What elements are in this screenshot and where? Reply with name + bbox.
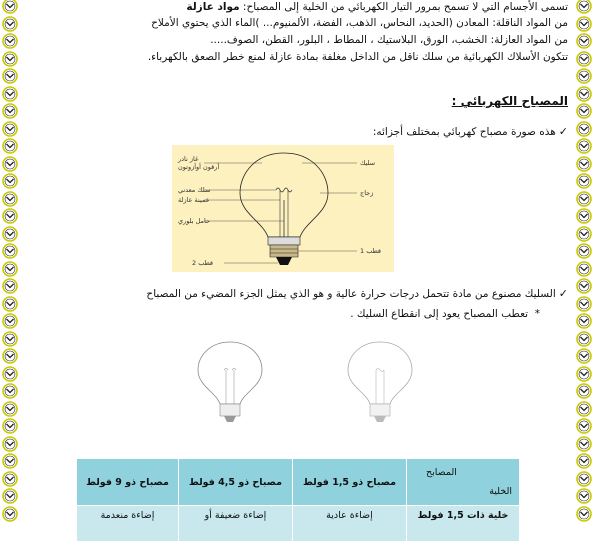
border-ornament: [2, 348, 18, 364]
table-cell: خلية ذات 1,5 فولط: [407, 506, 520, 542]
right-decorative-border: [574, 0, 596, 525]
border-ornament: [2, 278, 18, 294]
section-heading: المصباح الكهربائي :: [451, 94, 568, 108]
border-ornament: [576, 86, 592, 102]
filament-line: [28, 287, 568, 301]
label-filament: سليك: [360, 159, 376, 167]
border-ornament: [2, 436, 18, 452]
border-ornament: [576, 313, 592, 329]
border-ornament: [2, 366, 18, 382]
wires-line: تتكون الأسلاك الكهربائية من سلك ناقل من الداخل مغلفة بمادة عازلة لمنع خطر الصعق بالكهرباء.: [147, 51, 568, 63]
border-ornament: [576, 471, 592, 487]
border-ornament: [576, 348, 592, 364]
border-ornament: [576, 488, 592, 504]
border-ornament: [2, 313, 18, 329]
border-ornament: [2, 506, 18, 522]
check-icon: ✓: [558, 287, 568, 300]
border-ornament: [2, 173, 18, 189]
border-ornament: [576, 33, 592, 49]
filament-text: السليك مصنوع من مادة تتحمل درجات حرارة عالية و هو الذي يمثل الجزء المضيء من المصباح: [146, 288, 556, 300]
border-ornament: [576, 208, 592, 224]
border-ornament: [2, 51, 18, 67]
border-ornament: [2, 68, 18, 84]
border-ornament: [576, 173, 592, 189]
left-decorative-border: [0, 0, 22, 525]
label-pole-1: قطب 1: [360, 247, 382, 255]
table-cell: إضاءة منعدمة: [77, 506, 179, 542]
border-ornament: [576, 296, 592, 312]
intro-line: [28, 125, 568, 139]
border-ornament: [2, 261, 18, 277]
table-header-row: [77, 459, 520, 506]
table-cell: إضاءة ضعيفة أو: [178, 506, 292, 542]
insulator-term: مواد عازلة: [186, 1, 240, 13]
border-ornament: [2, 418, 18, 434]
label-glass-holder: حامل بلوري: [178, 217, 211, 225]
insulator-definition: [28, 0, 568, 14]
border-ornament: [576, 453, 592, 469]
border-ornament: [576, 401, 592, 417]
insulators-line: من المواد العازلة: الخشب، الورق، البلاستيك ، المطاط ، البلور، القطن، الصوف.....: [210, 34, 568, 46]
conductors-line: من المواد الناقلة: المعادن (الحديد، النحاس، الذهب، الفضة، الألمنيوم... )الماء الذي يحتوي الأملاح: [151, 17, 568, 29]
table-cell: إضاءة عادية: [292, 506, 406, 542]
border-ornament: [2, 156, 18, 172]
border-ornament: [2, 33, 18, 49]
border-ornament: [2, 331, 18, 347]
border-ornament: [2, 86, 18, 102]
border-ornament: [576, 121, 592, 137]
broken-bulb-image: [180, 336, 280, 428]
bulb-voltage-table: [76, 458, 520, 542]
border-ornament: [576, 16, 592, 32]
border-ornament: [576, 191, 592, 207]
border-ornament: [576, 243, 592, 259]
border-ornament: [576, 226, 592, 242]
border-ornament: [2, 296, 18, 312]
border-ornament: [2, 243, 18, 259]
bulb-diagram: [172, 145, 394, 272]
border-ornament: [2, 226, 18, 242]
table-corner-cell: [407, 459, 520, 506]
label-gas: غاز نادر: [178, 155, 199, 163]
border-ornament: [2, 208, 18, 224]
border-ornament: [2, 103, 18, 119]
border-ornament: [576, 436, 592, 452]
border-ornament: [576, 68, 592, 84]
border-ornament: [576, 138, 592, 154]
border-ornament: [576, 0, 592, 14]
star-bullet: *: [534, 308, 540, 320]
label-gas-type: أرقون أوأزوتون: [178, 163, 220, 171]
border-ornament: [576, 383, 592, 399]
label-glass: زجاج: [360, 189, 374, 197]
border-ornament: [576, 156, 592, 172]
border-ornament: [2, 121, 18, 137]
table-header-cell: مصباح ذو 9 فولط: [77, 459, 179, 506]
border-ornament: [2, 138, 18, 154]
corner-top-label: المصابح: [426, 467, 457, 478]
border-ornament: [576, 331, 592, 347]
border-ornament: [576, 103, 592, 119]
border-ornament: [576, 278, 592, 294]
border-ornament: [576, 506, 592, 522]
broken-text: تعطب المصباح يعود إلى انقطاع السليك .: [350, 308, 529, 320]
border-ornament: [576, 418, 592, 434]
border-ornament: [2, 16, 18, 32]
intro-text: هذه صورة مصباح كهربائي بمختلف أجزائه:: [372, 126, 556, 138]
border-ornament: [2, 0, 18, 14]
broken-line: [28, 307, 540, 321]
border-ornament: [576, 261, 592, 277]
label-support: عمينة عازلة: [178, 196, 210, 204]
border-ornament: [2, 453, 18, 469]
border-ornament: [2, 383, 18, 399]
border-ornament: [2, 401, 18, 417]
check-icon: ✓: [558, 125, 568, 138]
label-pole-2: قطب 2: [192, 259, 214, 267]
intact-bulb-image: [330, 336, 430, 428]
table-header-cell: مصباح ذو 4,5 فولط: [178, 459, 292, 506]
border-ornament: [576, 51, 592, 67]
table-row: [77, 506, 520, 542]
insulator-definition-text: تسمى الأجسام التي لا تسمح بمرور التيار الكهربائي من الخلية إلى المصباح:: [242, 1, 568, 13]
border-ornament: [2, 488, 18, 504]
corner-bottom-label: الخلية: [489, 486, 512, 497]
border-ornament: [2, 471, 18, 487]
table-header-cell: مصباح ذو 1,5 فولط: [292, 459, 406, 506]
border-ornament: [2, 191, 18, 207]
border-ornament: [576, 366, 592, 382]
label-wire: سلك معدني: [178, 186, 211, 194]
